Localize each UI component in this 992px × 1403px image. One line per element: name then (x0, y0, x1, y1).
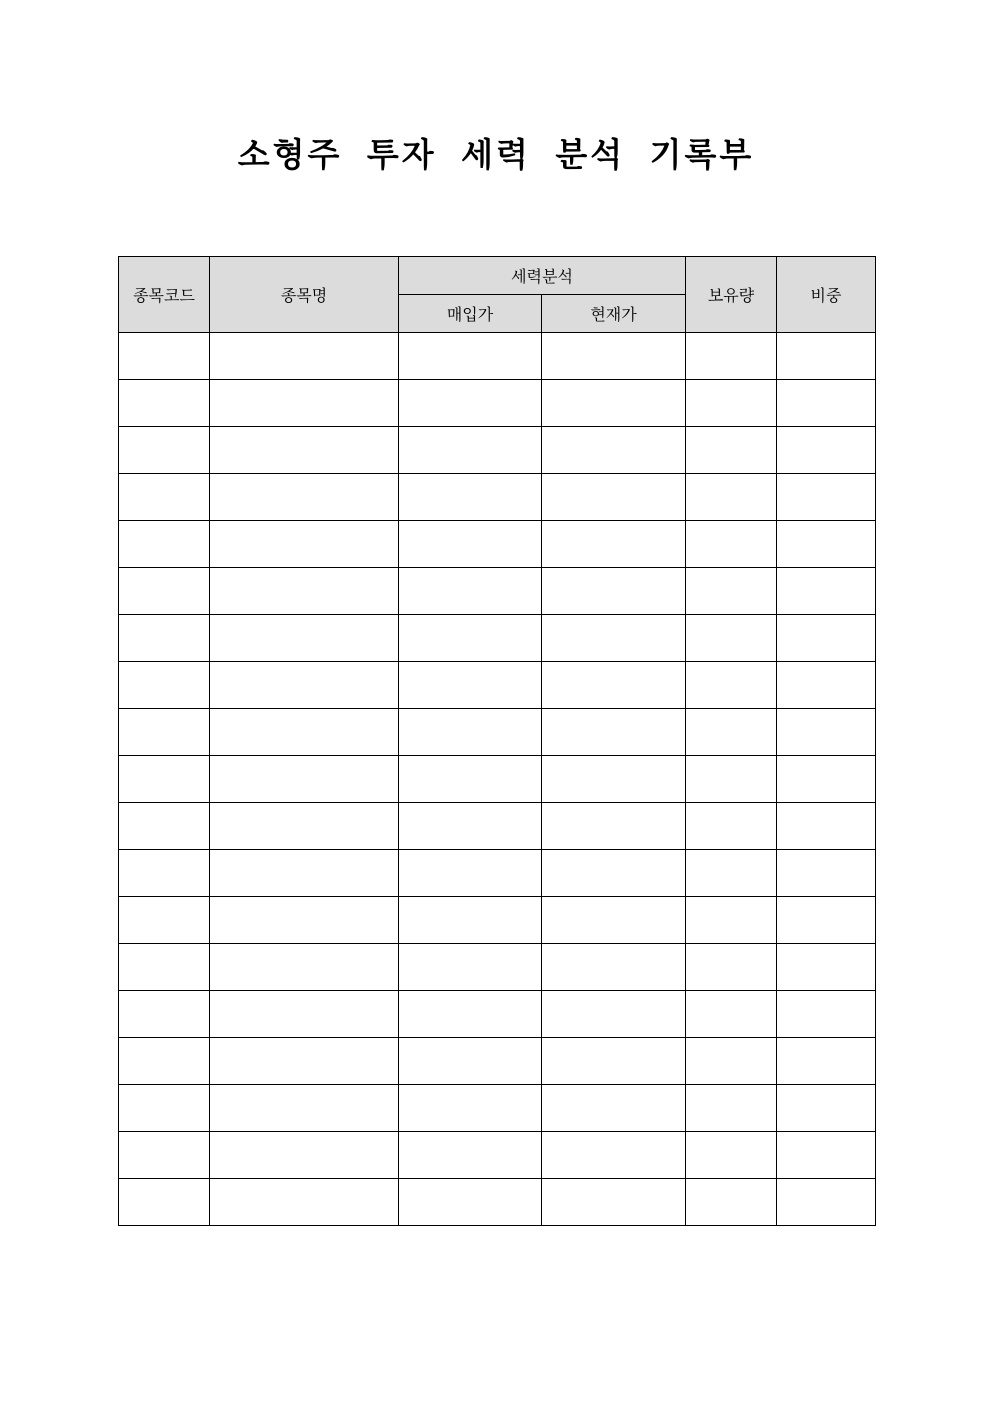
table-row (119, 662, 876, 709)
cell-current-price[interactable] (542, 803, 686, 850)
cell-current-price[interactable] (542, 897, 686, 944)
cell-code[interactable] (119, 1132, 210, 1179)
table-row (119, 615, 876, 662)
cell-current-price[interactable] (542, 615, 686, 662)
header-holdings: 보유량 (686, 257, 777, 333)
header-current-price: 현재가 (542, 295, 686, 333)
cell-name[interactable] (210, 333, 399, 380)
cell-holdings[interactable] (686, 662, 777, 709)
cell-buy-price[interactable] (399, 662, 542, 709)
header-analysis: 세력분석 (399, 257, 686, 295)
table-body (119, 333, 876, 1226)
cell-code[interactable] (119, 803, 210, 850)
cell-name[interactable] (210, 897, 399, 944)
cell-buy-price[interactable] (399, 521, 542, 568)
cell-current-price[interactable] (542, 850, 686, 897)
table-row (119, 1038, 876, 1085)
table-row (119, 944, 876, 991)
cell-holdings[interactable] (686, 1038, 777, 1085)
cell-weight[interactable] (777, 803, 876, 850)
cell-buy-price[interactable] (399, 1179, 542, 1226)
cell-current-price[interactable] (542, 944, 686, 991)
cell-name[interactable] (210, 474, 399, 521)
table-row (119, 1085, 876, 1132)
cell-buy-price[interactable] (399, 1132, 542, 1179)
table-row (119, 333, 876, 380)
cell-buy-price[interactable] (399, 709, 542, 756)
cell-weight[interactable] (777, 427, 876, 474)
cell-buy-price[interactable] (399, 615, 542, 662)
cell-holdings[interactable] (686, 944, 777, 991)
cell-holdings[interactable] (686, 1085, 777, 1132)
cell-buy-price[interactable] (399, 850, 542, 897)
cell-name[interactable] (210, 1085, 399, 1132)
table-row (119, 850, 876, 897)
cell-buy-price[interactable] (399, 897, 542, 944)
cell-holdings[interactable] (686, 380, 777, 427)
cell-current-price[interactable] (542, 568, 686, 615)
cell-current-price[interactable] (542, 756, 686, 803)
cell-code[interactable] (119, 944, 210, 991)
header-weight: 비중 (777, 257, 876, 333)
cell-weight[interactable] (777, 1085, 876, 1132)
cell-weight[interactable] (777, 333, 876, 380)
cell-current-price[interactable] (542, 991, 686, 1038)
header-code: 종목코드 (119, 257, 210, 333)
cell-current-price[interactable] (542, 1038, 686, 1085)
cell-holdings[interactable] (686, 897, 777, 944)
page-title: 소형주 투자 세력 분석 기록부 (237, 135, 755, 174)
cell-weight[interactable] (777, 756, 876, 803)
cell-code[interactable] (119, 615, 210, 662)
cell-holdings[interactable] (686, 521, 777, 568)
table-row (119, 380, 876, 427)
cell-name[interactable] (210, 615, 399, 662)
cell-code[interactable] (119, 380, 210, 427)
cell-code[interactable] (119, 991, 210, 1038)
header-buy-price: 매입가 (399, 295, 542, 333)
cell-buy-price[interactable] (399, 944, 542, 991)
cell-weight[interactable] (777, 944, 876, 991)
cell-code[interactable] (119, 521, 210, 568)
cell-weight[interactable] (777, 709, 876, 756)
cell-code[interactable] (119, 1179, 210, 1226)
table-row (119, 756, 876, 803)
cell-buy-price[interactable] (399, 380, 542, 427)
cell-holdings[interactable] (686, 803, 777, 850)
table-row (119, 803, 876, 850)
cell-current-price[interactable] (542, 380, 686, 427)
cell-holdings[interactable] (686, 1179, 777, 1226)
table-row (119, 897, 876, 944)
cell-name[interactable] (210, 709, 399, 756)
cell-buy-price[interactable] (399, 474, 542, 521)
header-row-top (119, 257, 876, 295)
table-row (119, 1132, 876, 1179)
cell-current-price[interactable] (542, 333, 686, 380)
cell-holdings[interactable] (686, 1132, 777, 1179)
cell-buy-price[interactable] (399, 333, 542, 380)
cell-current-price[interactable] (542, 474, 686, 521)
cell-weight[interactable] (777, 991, 876, 1038)
table-row (119, 521, 876, 568)
cell-code[interactable] (119, 474, 210, 521)
cell-code[interactable] (119, 427, 210, 474)
cell-name[interactable] (210, 850, 399, 897)
cell-holdings[interactable] (686, 333, 777, 380)
cell-weight[interactable] (777, 521, 876, 568)
table-row (119, 474, 876, 521)
cell-weight[interactable] (777, 474, 876, 521)
cell-weight[interactable] (777, 662, 876, 709)
cell-code[interactable] (119, 756, 210, 803)
cell-buy-price[interactable] (399, 427, 542, 474)
cell-name[interactable] (210, 803, 399, 850)
cell-holdings[interactable] (686, 427, 777, 474)
cell-buy-price[interactable] (399, 568, 542, 615)
cell-name[interactable] (210, 756, 399, 803)
cell-weight[interactable] (777, 615, 876, 662)
cell-code[interactable] (119, 1038, 210, 1085)
table-row (119, 709, 876, 756)
cell-current-price[interactable] (542, 521, 686, 568)
cell-name[interactable] (210, 1179, 399, 1226)
cell-buy-price[interactable] (399, 756, 542, 803)
table-row (119, 427, 876, 474)
cell-weight[interactable] (777, 568, 876, 615)
cell-weight[interactable] (777, 380, 876, 427)
cell-name[interactable] (210, 944, 399, 991)
cell-weight[interactable] (777, 897, 876, 944)
header-name: 종목명 (210, 257, 399, 333)
cell-name[interactable] (210, 427, 399, 474)
cell-current-price[interactable] (542, 1179, 686, 1226)
cell-weight[interactable] (777, 1132, 876, 1179)
cell-current-price[interactable] (542, 1085, 686, 1132)
cell-holdings[interactable] (686, 474, 777, 521)
cell-holdings[interactable] (686, 568, 777, 615)
cell-holdings[interactable] (686, 991, 777, 1038)
cell-name[interactable] (210, 1132, 399, 1179)
cell-holdings[interactable] (686, 756, 777, 803)
cell-buy-price[interactable] (399, 1085, 542, 1132)
cell-code[interactable] (119, 333, 210, 380)
cell-holdings[interactable] (686, 615, 777, 662)
table-row (119, 1179, 876, 1226)
cell-current-price[interactable] (542, 427, 686, 474)
cell-weight[interactable] (777, 1038, 876, 1085)
cell-holdings[interactable] (686, 709, 777, 756)
cell-weight[interactable] (777, 1179, 876, 1226)
cell-name[interactable] (210, 568, 399, 615)
table-row (119, 568, 876, 615)
cell-weight[interactable] (777, 850, 876, 897)
cell-code[interactable] (119, 1085, 210, 1132)
cell-code[interactable] (119, 897, 210, 944)
table-row (119, 991, 876, 1038)
cell-holdings[interactable] (686, 850, 777, 897)
cell-current-price[interactable] (542, 662, 686, 709)
cell-current-price[interactable] (542, 709, 686, 756)
cell-name[interactable] (210, 662, 399, 709)
cell-code[interactable] (119, 568, 210, 615)
holdings-table (118, 256, 876, 1226)
cell-buy-price[interactable] (399, 803, 542, 850)
cell-name[interactable] (210, 521, 399, 568)
cell-buy-price[interactable] (399, 1038, 542, 1085)
cell-code[interactable] (119, 709, 210, 756)
cell-code[interactable] (119, 662, 210, 709)
cell-buy-price[interactable] (399, 991, 542, 1038)
cell-code[interactable] (119, 850, 210, 897)
cell-current-price[interactable] (542, 1132, 686, 1179)
cell-name[interactable] (210, 1038, 399, 1085)
cell-name[interactable] (210, 991, 399, 1038)
cell-name[interactable] (210, 380, 399, 427)
